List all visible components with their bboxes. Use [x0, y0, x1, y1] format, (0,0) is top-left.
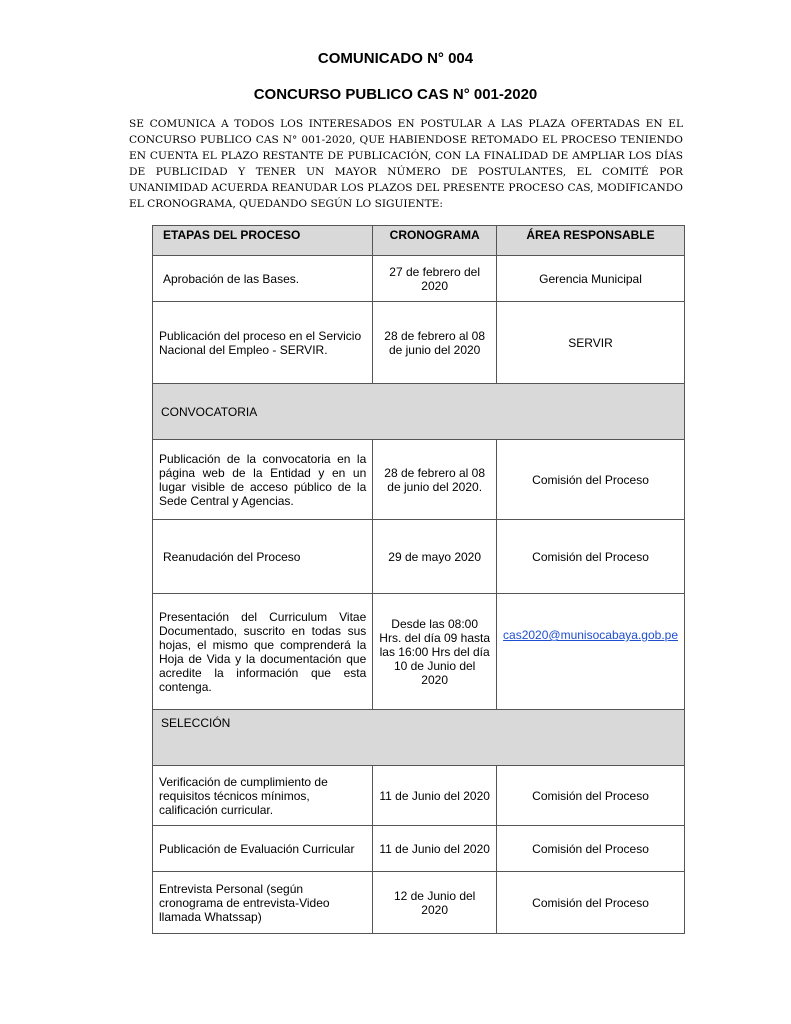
area-cell: Comisión del Proceso — [497, 826, 685, 872]
schedule-table — [152, 225, 685, 934]
table-row — [153, 440, 685, 520]
area-cell: Comisión del Proceso — [497, 872, 685, 934]
stage-cell: Aprobación de las Bases. — [153, 256, 373, 302]
section-label: CONVOCATORIA — [153, 384, 685, 440]
stage-cell: Publicación de Evaluación Curricular — [153, 826, 373, 872]
intro-paragraph: SE COMUNICA A TODOS LOS INTERESADOS EN POSTULAR A LAS PLAZA OFERTADAS EN EL CONCURSO PUBLICO CAS N° 001-2020, QUE HABIENDOSE RETOMADO EL PROCESO TENIENDO EN CUENTA EL PLAZO RESTANTE DE PUBLICACIÓN, CON LA FINALIDAD DE AMPLIAR LOS DÍAS DE PUBLICIDAD Y TENER UN MAYOR NÚMERO DE POSTULANTES, EL COMITÉ POR UNANIMIDAD ACUERDA REANUDAR LOS PLAZOS DEL PRESENTE PROCESO CAS, MODIFICANDO EL CRONOGRAMA, QUEDANDO SEGÚN LO SIGUIENTE: — [129, 118, 683, 210]
area-cell: Comisión del Proceso — [497, 520, 685, 594]
date-cell: 28 de febrero al 08 de junio del 2020 — [373, 302, 497, 384]
table-row — [153, 594, 685, 710]
header-schedule: CRONOGRAMA — [373, 226, 497, 256]
section-row-seleccion — [153, 710, 685, 766]
table-row — [153, 766, 685, 826]
stage-cell: Verificación de cumplimiento de requisitos técnicos mínimos, calificación curricular. — [153, 766, 373, 826]
area-cell: Gerencia Municipal — [497, 256, 685, 302]
table-header-row — [153, 226, 685, 256]
area-cell: Comisión del Proceso — [497, 766, 685, 826]
stage-cell: Reanudación del Proceso — [153, 520, 373, 594]
section-label: SELECCIÓN — [153, 710, 685, 766]
date-cell: 28 de febrero al 08 de junio del 2020. — [373, 440, 497, 520]
stage-cell: Presentación del Curriculum Vitae Documentado, suscrito en todas sus hojas, el mismo que comprenderá la Hoja de Vida y la documentación que acredite la información que esta contenga. — [153, 594, 373, 710]
date-cell: Desde las 08:00 Hrs. del día 09 hasta las 16:00 Hrs del día 10 de Junio del 2020 — [373, 594, 497, 710]
document-subheading: CONCURSO PUBLICO CAS N° 001-2020 — [253, 86, 538, 103]
table-row — [153, 872, 685, 934]
document-heading: COMUNICADO N° 004 — [317, 50, 474, 67]
table-row — [153, 520, 685, 594]
table-row — [153, 826, 685, 872]
stage-cell: Publicación de la convocatoria en la página web de la Entidad y en un lugar visible de acceso público de la Sede Central y Agencias. — [153, 440, 373, 520]
area-cell: SERVIR — [497, 302, 685, 384]
date-cell: 11 de Junio del 2020 — [373, 766, 497, 826]
stage-cell: Publicación del proceso en el Servicio Nacional del Empleo - SERVIR. — [153, 302, 373, 384]
section-row-convocatoria — [153, 384, 685, 440]
stage-cell: Entrevista Personal (según cronograma de entrevista-Video llamada Whatssap) — [153, 872, 373, 934]
area-cell: Comisión del Proceso — [497, 440, 685, 520]
date-cell: 11 de Junio del 2020 — [373, 826, 497, 872]
email-link[interactable]: cas2020@munisocabaya.gob.pe — [503, 628, 678, 642]
table-row — [153, 302, 685, 384]
date-cell: 29 de mayo 2020 — [373, 520, 497, 594]
date-cell: 12 de Junio del 2020 — [373, 872, 497, 934]
date-cell: 27 de febrero del 2020 — [373, 256, 497, 302]
table-row — [153, 256, 685, 302]
header-area: ÁREA RESPONSABLE — [497, 226, 685, 256]
header-stage: ETAPAS DEL PROCESO — [153, 226, 373, 256]
area-cell — [497, 594, 685, 710]
